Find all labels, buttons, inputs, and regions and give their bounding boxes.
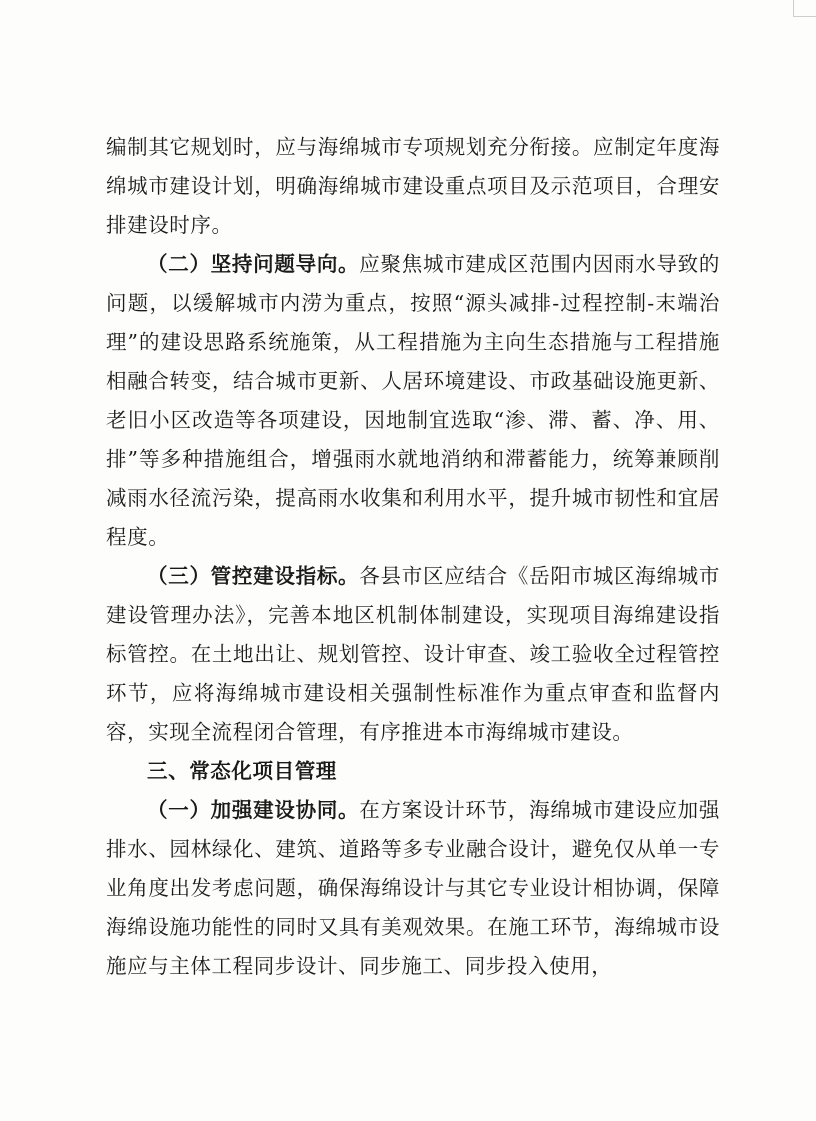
- section-lead-4: （一）加强建设协同。: [147, 798, 360, 822]
- section-heading-3: 三、常态化项目管理: [147, 759, 337, 783]
- paragraph-continuation: 编制其它规划时，应与海绵城市专项规划充分衔接。应制定年度海绵城市建设计划，明确海绵城市建设重点项目及示范项目，合理安排建设时序。: [106, 135, 720, 237]
- paragraph-indicator-control: [106, 557, 720, 752]
- paragraph-problem-orientation: [106, 245, 720, 557]
- paragraph-construction-coordination: [106, 791, 720, 986]
- section-lead-2: （二）坚持问题导向。: [147, 252, 360, 276]
- section-lead-3: （三）管控建设指标。: [147, 564, 360, 588]
- paragraph-body-2: 应聚焦城市建成区范围内因雨水导致的问题，以缓解城市内涝为重点，按照“源头减排-过程控制-末端治理”的建设思路系统施策，从工程措施为主向生态措施与工程措施相融合转变，结合城市更新、人居环境建设、市政基础设施更新、老旧小区改造等各项建设，因地制宜选取“渗、滞、蓄、净、用、排”等多种措施组合，增强雨水就地消纳和滞蓄能力，统筹兼顾削减雨水径流污染，提高雨水收集和利用水平，提升城市韧性和宜居程度。: [106, 252, 721, 549]
- paragraph-body-4: 在方案设计环节，海绵城市建设应加强排水、园林绿化、建筑、道路等多专业融合设计，避免仅从单一专业角度出发考虑问题，确保海绵设计与其它专业设计相协调，保障海绵设施功能性的同时又具有美观效果。在施工环节，海绵城市设施应与主体工程同步设计、同步施工、同步投入使用，: [106, 798, 721, 978]
- paragraph-body-3: 各县市区应结合《岳阳市城区海绵城市建设管理办法》，完善本地区机制体制建设，实现项目海绵建设指标管控。在土地出让、规划管控、设计审查、竣工验收全过程管控环节，应将海绵城市建设相关强制性标准作为重点审查和监督内容，实现全流程闭合管理，有序推进本市海绵城市建设。: [106, 564, 721, 744]
